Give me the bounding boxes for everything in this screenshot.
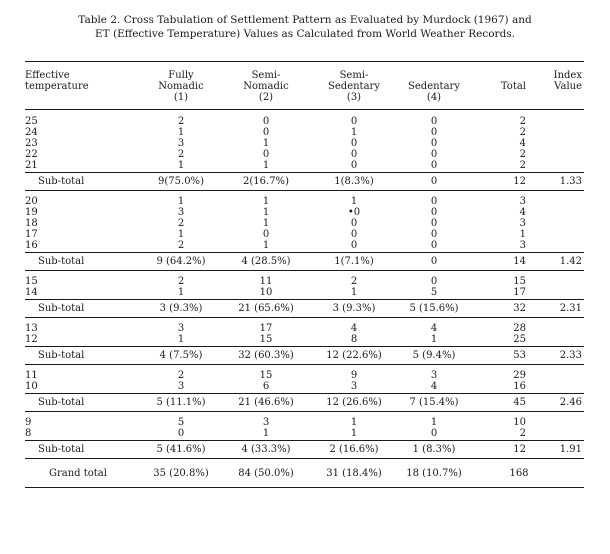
- row-total-cell: 29: [513, 370, 526, 381]
- table-cell: 2: [177, 370, 185, 381]
- table-cell: 10: [259, 287, 273, 298]
- subtotal-index-value: 2.31: [559, 303, 582, 314]
- subtotal-label: Sub-total: [38, 350, 85, 361]
- table-cell: 2: [177, 240, 185, 251]
- header-semi-nomadic: Semi-: [251, 70, 281, 81]
- row-effective-temperature: 8: [25, 428, 32, 439]
- header-sedentary: Sedentary: [408, 81, 460, 92]
- table-cell: 0: [430, 207, 438, 218]
- grand-total-cell: 35 (20.8%): [153, 468, 209, 479]
- subtotal-total-cell: 53: [513, 350, 526, 361]
- row-total-cell: 16: [513, 381, 526, 392]
- table-cell: 0: [430, 127, 438, 138]
- subtotal-cell: 2 (16.6%): [329, 444, 379, 455]
- row-total-cell: 15: [513, 276, 526, 287]
- table-cell: 1: [177, 287, 185, 298]
- table-cell: •0: [347, 207, 361, 218]
- row-effective-temperature: 17: [25, 229, 38, 240]
- caption-line-2: ET (Effective Temperature) Values as Calculated from World Weather Records.: [94, 28, 516, 40]
- subtotal-cell: 1 (8.3%): [412, 444, 456, 455]
- header-index-value: Index: [553, 70, 582, 81]
- table-cell: 1: [262, 138, 270, 149]
- group-separator-rule: [25, 190, 584, 191]
- subtotal-label: Sub-total: [38, 397, 85, 408]
- header-semi-sedentary: Sedentary: [328, 81, 380, 92]
- header-index-value: Value: [554, 81, 582, 92]
- table-cell: 1: [350, 417, 358, 428]
- subtotal-cell: 4 (28.5%): [241, 256, 291, 267]
- header-effective-temperature: Effective: [25, 70, 70, 81]
- table-cell: 11: [259, 276, 273, 287]
- row-effective-temperature: 21: [25, 160, 38, 171]
- subtotal-cell: 0: [430, 176, 438, 187]
- grand-total-total-cell: 168: [509, 468, 529, 479]
- table-cell: 1: [177, 160, 185, 171]
- table-cell: 5: [177, 417, 185, 428]
- row-effective-temperature: 12: [25, 334, 38, 345]
- row-effective-temperature: 9: [25, 417, 32, 428]
- subtotal-cell: 5 (11.1%): [156, 397, 206, 408]
- group-separator-rule: [25, 364, 584, 365]
- row-effective-temperature: 22: [25, 149, 38, 160]
- subtotal-index-value: 2.46: [559, 397, 582, 408]
- group-separator-rule: [25, 411, 584, 412]
- table-cell: 8: [350, 334, 358, 345]
- subtotal-cell: 0: [430, 256, 438, 267]
- subtotal-total-cell: 45: [513, 397, 526, 408]
- table-cell: 1: [350, 428, 358, 439]
- subtotal-cell: 9 (64.2%): [156, 256, 206, 267]
- row-effective-temperature: 13: [25, 323, 38, 334]
- table-cell: 3: [177, 207, 185, 218]
- row-total-cell: 2: [519, 127, 526, 138]
- table-cell: 0: [430, 138, 438, 149]
- table-cell: 0: [350, 138, 358, 149]
- row-effective-temperature: 10: [25, 381, 38, 392]
- table-cell: 4: [430, 323, 438, 334]
- table-cell: 3: [430, 370, 438, 381]
- subtotal-cell: 4 (33.3%): [241, 444, 291, 455]
- row-total-cell: 2: [519, 428, 526, 439]
- row-effective-temperature: 19: [25, 207, 38, 218]
- table-cell: 0: [430, 428, 438, 439]
- table-cell: 0: [430, 196, 438, 207]
- row-total-cell: 3: [519, 196, 526, 207]
- table-cell: 0: [350, 149, 358, 160]
- header-fully-nomadic-number: (1): [173, 92, 189, 103]
- header-fully-nomadic: Nomadic: [158, 81, 204, 92]
- row-total-cell: 1: [519, 229, 526, 240]
- row-total-cell: 2: [519, 160, 526, 171]
- header-semi-sedentary-number: (3): [346, 92, 362, 103]
- row-effective-temperature: 11: [25, 370, 38, 381]
- table-cell: 2: [350, 276, 358, 287]
- row-effective-temperature: 25: [25, 116, 38, 127]
- table-cell: 1: [262, 218, 270, 229]
- subtotal-cell: 1(8.3%): [334, 176, 374, 187]
- table-cell: 0: [430, 116, 438, 127]
- row-effective-temperature: 23: [25, 138, 38, 149]
- subtotal-top-rule: [25, 299, 584, 300]
- subtotal-cell: 12 (26.6%): [326, 397, 382, 408]
- table-cell: 0: [350, 240, 358, 251]
- table-cell: 0: [262, 229, 270, 240]
- group-separator-rule: [25, 317, 584, 318]
- subtotal-cell: 3 (9.3%): [159, 303, 203, 314]
- grand-total-cell: 84 (50.0%): [238, 468, 294, 479]
- table-cell: 1: [430, 334, 438, 345]
- group-separator-rule: [25, 270, 584, 271]
- subtotal-label: Sub-total: [38, 444, 85, 455]
- table-cell: 3: [177, 323, 185, 334]
- row-effective-temperature: 15: [25, 276, 38, 287]
- table-cell: 0: [430, 218, 438, 229]
- table-cell: 1: [177, 196, 185, 207]
- row-effective-temperature: 24: [25, 127, 38, 138]
- table-cell: 0: [430, 160, 438, 171]
- caption-line-1: Table 2. Cross Tabulation of Settlement Pattern as Evaluated by Murdock (1967) and: [78, 14, 532, 26]
- subtotal-cell: 9(75.0%): [158, 176, 204, 187]
- row-total-cell: 4: [519, 138, 526, 149]
- table-cell: 9: [350, 370, 358, 381]
- subtotal-cell: 7 (15.4%): [409, 397, 459, 408]
- row-effective-temperature: 18: [25, 218, 38, 229]
- table-cell: 1: [262, 207, 270, 218]
- table-cell: 1: [262, 240, 270, 251]
- subtotal-top-rule: [25, 393, 584, 394]
- table-cell: 0: [262, 149, 270, 160]
- table-cell: 15: [259, 334, 273, 345]
- subtotal-total-cell: 14: [513, 256, 526, 267]
- table-cell: 0: [430, 149, 438, 160]
- table-cell: 1: [177, 334, 185, 345]
- table-cell: 1: [350, 287, 358, 298]
- grand-total-label: Grand total: [49, 468, 107, 479]
- header-fully-nomadic: Fully: [168, 70, 194, 81]
- table-cell: 1: [177, 127, 185, 138]
- table-cell: 4: [430, 381, 438, 392]
- subtotal-label: Sub-total: [38, 303, 85, 314]
- header-effective-temperature: temperature: [25, 81, 89, 92]
- table-cell: 2: [177, 149, 185, 160]
- subtotal-cell: 5 (15.6%): [409, 303, 459, 314]
- subtotal-cell: 32 (60.3%): [238, 350, 294, 361]
- header-bottom-rule: [25, 109, 584, 110]
- table-cell: 1: [262, 160, 270, 171]
- row-total-cell: 3: [519, 218, 526, 229]
- header-total: Total: [500, 81, 526, 92]
- subtotal-index-value: 1.42: [559, 256, 582, 267]
- table-cell: 0: [350, 116, 358, 127]
- table-cell: 0: [262, 127, 270, 138]
- subtotal-total-cell: 12: [513, 444, 526, 455]
- subtotal-cell: 5 (41.6%): [156, 444, 206, 455]
- table-cell: 0: [430, 276, 438, 287]
- header-sedentary-number: (4): [426, 92, 442, 103]
- header-semi-nomadic: Nomadic: [243, 81, 289, 92]
- row-total-cell: 4: [519, 207, 526, 218]
- row-total-cell: 28: [513, 323, 526, 334]
- table-cell: 3: [262, 417, 270, 428]
- table-cell: 3: [177, 138, 185, 149]
- header-semi-sedentary: Semi-: [339, 70, 369, 81]
- subtotal-label: Sub-total: [38, 176, 85, 187]
- subtotal-label: Sub-total: [38, 256, 85, 267]
- row-total-cell: 2: [519, 116, 526, 127]
- table-cell: 2: [177, 276, 185, 287]
- table-cell: 2: [177, 116, 185, 127]
- group-separator-rule: [25, 458, 584, 459]
- subtotal-cell: 2(16.7%): [243, 176, 289, 187]
- subtotal-cell: 1(7.1%): [334, 256, 374, 267]
- subtotal-cell: 12 (22.6%): [326, 350, 382, 361]
- table-cell: 17: [259, 323, 273, 334]
- table-cell: 0: [262, 116, 270, 127]
- header-semi-nomadic-number: (2): [258, 92, 274, 103]
- table-cell: 1: [350, 127, 358, 138]
- table-cell: 0: [430, 240, 438, 251]
- table-cell: 3: [177, 381, 185, 392]
- table-cell: 2: [177, 218, 185, 229]
- subtotal-top-rule: [25, 172, 584, 173]
- table-cell: 15: [259, 370, 273, 381]
- table-cell: 1: [262, 428, 270, 439]
- table-cell: 0: [430, 229, 438, 240]
- table-cell: 6: [262, 381, 270, 392]
- subtotal-cell: 5 (9.4%): [412, 350, 456, 361]
- subtotal-top-rule: [25, 346, 584, 347]
- header-top-rule: [25, 61, 584, 62]
- grand-total-cell: 18 (10.7%): [406, 468, 462, 479]
- subtotal-cell: 21 (46.6%): [238, 397, 294, 408]
- subtotal-cell: 4 (7.5%): [159, 350, 203, 361]
- subtotal-top-rule: [25, 440, 584, 441]
- table-cell: 0: [350, 160, 358, 171]
- subtotal-index-value: 1.91: [559, 444, 582, 455]
- row-total-cell: 3: [519, 240, 526, 251]
- table-cell: 5: [430, 287, 438, 298]
- grand-total-cell: 31 (18.4%): [326, 468, 382, 479]
- subtotal-index-value: 1.33: [559, 176, 582, 187]
- table-cell: 1: [177, 229, 185, 240]
- row-total-cell: 10: [513, 417, 526, 428]
- row-total-cell: 17: [513, 287, 526, 298]
- row-total-cell: 2: [519, 149, 526, 160]
- table-cell: 1: [350, 196, 358, 207]
- row-total-cell: 25: [513, 334, 526, 345]
- table-cell: 3: [350, 381, 358, 392]
- table-cell: 4: [350, 323, 358, 334]
- subtotal-total-cell: 12: [513, 176, 526, 187]
- table-caption: [0, 13, 610, 41]
- row-effective-temperature: 16: [25, 240, 38, 251]
- subtotal-top-rule: [25, 252, 584, 253]
- table-cell: 0: [177, 428, 185, 439]
- table-cell: 1: [262, 196, 270, 207]
- subtotal-index-value: 2.33: [559, 350, 582, 361]
- subtotal-total-cell: 32: [513, 303, 526, 314]
- row-effective-temperature: 20: [25, 196, 38, 207]
- table-cell: 1: [430, 417, 438, 428]
- table-cell: 0: [350, 229, 358, 240]
- table-bottom-rule: [25, 487, 584, 488]
- table-cell: 0: [350, 218, 358, 229]
- subtotal-cell: 21 (65.6%): [238, 303, 294, 314]
- row-effective-temperature: 14: [25, 287, 38, 298]
- subtotal-cell: 3 (9.3%): [332, 303, 376, 314]
